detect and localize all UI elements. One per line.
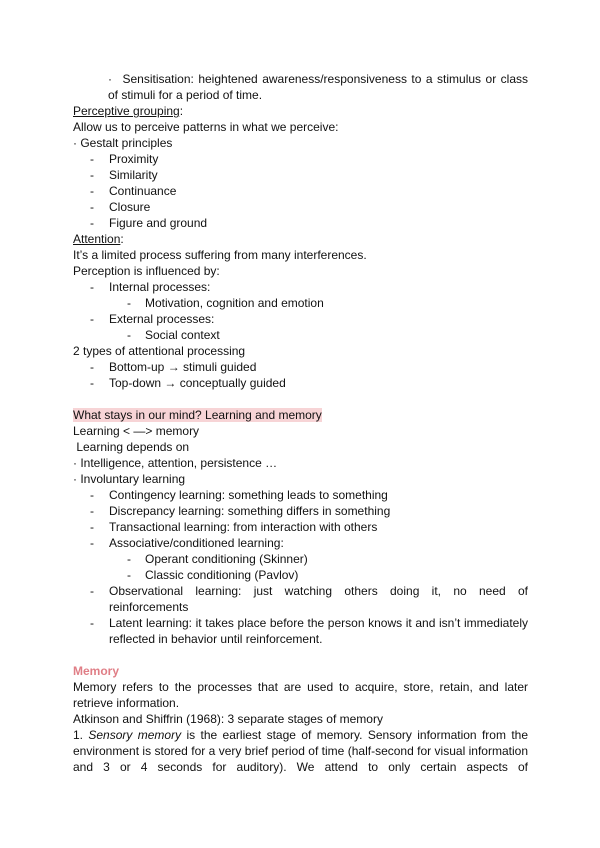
learning-line-1: Learning < —> memory xyxy=(73,424,200,438)
dash-bullet: - xyxy=(90,312,94,326)
dash-bullet: - xyxy=(90,184,94,198)
dash-bullet: - xyxy=(90,504,94,518)
list-item-text: Associative/conditioned learning: xyxy=(109,536,284,550)
list-item-text: Social context xyxy=(145,328,220,342)
list-item-text: Continuance xyxy=(109,184,177,198)
learning-line-3: · Intelligence, attention, persistence … xyxy=(73,456,278,470)
learning-heading: What stays in our mind? Learning and memory xyxy=(73,408,322,422)
perceptive-grouping-intro: Allow us to perceive patterns in what we perceive: xyxy=(73,120,339,134)
dash-bullet: - xyxy=(127,328,131,342)
bullet-dot: · xyxy=(108,72,112,86)
list-item-text: Similarity xyxy=(109,168,158,182)
list-item xyxy=(73,359,528,375)
heading-colon: : xyxy=(120,232,124,246)
attention-line-1: It’s a limited process suffering from many interferences. xyxy=(73,248,367,262)
list-item-text: Figure and ground xyxy=(109,216,208,230)
dash-bullet: - xyxy=(90,488,94,502)
dash-bullet: - xyxy=(90,376,94,390)
list-item xyxy=(73,535,528,551)
dash-bullet: - xyxy=(127,568,131,582)
sub-list-item xyxy=(73,295,528,311)
sub-list-item xyxy=(73,551,528,567)
heading-colon: : xyxy=(179,104,184,118)
perceptive-grouping-heading-line xyxy=(73,103,528,119)
list-item-text: Discrepancy learning: something differs in something xyxy=(109,504,391,518)
list-item-text: Contingency learning: something leads to something xyxy=(109,488,388,502)
dash-bullet: - xyxy=(90,168,94,182)
perceptive-grouping-heading: Perceptive grouping xyxy=(73,104,180,118)
dash-bullet: - xyxy=(90,200,94,214)
list-item xyxy=(73,615,528,647)
attention-line-2: Perception is influenced by: xyxy=(73,264,220,278)
list-item-text: Internal processes: xyxy=(109,280,211,294)
list-item xyxy=(73,503,528,519)
list-item-text: Classic conditioning (Pavlov) xyxy=(145,568,299,582)
list-item xyxy=(73,167,528,183)
learning-heading-line xyxy=(73,407,528,423)
sub-list-item xyxy=(73,327,528,343)
sensory-term: Sensory memory xyxy=(88,728,182,742)
dash-bullet: - xyxy=(90,216,94,230)
attention-heading-line xyxy=(73,231,528,247)
sensitisation-text: Sensitisation: heightened awareness/responsiveness to a stimulus or class of stimuli for a period of time. xyxy=(108,72,529,102)
learning-line-2: Learning depends on xyxy=(73,440,190,454)
list-item-text: Latent learning: it takes place before the person knows it and isn’t immediately reflected in behavior until reinforcement. xyxy=(109,616,528,646)
dash-bullet: - xyxy=(90,536,94,550)
learning-line-4: · Involuntary learning xyxy=(73,472,186,486)
list-item xyxy=(73,183,528,199)
list-item-text: Motivation, cognition and emotion xyxy=(145,296,324,310)
dash-bullet: - xyxy=(90,152,94,166)
list-item xyxy=(73,151,528,167)
spacer xyxy=(73,647,528,663)
list-item xyxy=(73,375,528,391)
list-item-text: Transactional learning: from interaction with others xyxy=(109,520,378,534)
list-item xyxy=(73,519,528,535)
list-item xyxy=(73,583,528,615)
memory-heading: Memory xyxy=(73,664,120,678)
document-page xyxy=(73,71,528,775)
attention-types: 2 types of attentional processing xyxy=(73,344,246,358)
memory-heading-line xyxy=(73,663,528,679)
dash-bullet: - xyxy=(90,360,94,374)
dash-bullet: - xyxy=(127,552,131,566)
list-item xyxy=(73,487,528,503)
list-item xyxy=(73,279,528,295)
dash-bullet: - xyxy=(90,520,94,534)
list-item-text: Observational learning: just watching others doing it, no need of reinforcements xyxy=(109,584,528,614)
dash-bullet: - xyxy=(90,584,94,598)
list-item-text: Top-down → conceptually guided xyxy=(109,376,286,390)
sensitisation-paragraph xyxy=(73,71,528,103)
list-item-text: Bottom-up → stimuli guided xyxy=(109,360,257,374)
sub-list-item xyxy=(73,567,528,583)
atkinson-line: Atkinson and Shiffrin (1968): 3 separate stages of memory xyxy=(73,712,383,726)
attention-heading: Attention xyxy=(73,232,121,246)
list-item-text: External processes: xyxy=(109,312,215,326)
list-item-text: Operant conditioning (Skinner) xyxy=(145,552,308,566)
spacer xyxy=(73,391,528,407)
list-item xyxy=(73,215,528,231)
dash-bullet: - xyxy=(90,616,94,630)
list-item xyxy=(73,311,528,327)
sensory-memory-paragraph xyxy=(73,727,528,775)
dash-bullet: - xyxy=(90,280,94,294)
list-item xyxy=(73,199,528,215)
gestalt-principles: · Gestalt principles xyxy=(73,136,173,150)
list-item-text: Closure xyxy=(109,200,151,214)
dash-bullet: - xyxy=(127,296,131,310)
sensory-number: 1. xyxy=(73,728,89,742)
memory-definition: Memory refers to the processes that are used to acquire, store, retain, and later retrieve information. xyxy=(73,680,528,710)
sensory-text: is the earliest stage of memory. Sensory information from the environment is stored for a very brief period of time (half-second for visual information and 3 or 4 seconds for auditory). We attend to only certain aspects of xyxy=(73,728,528,774)
list-item-text: Proximity xyxy=(109,152,159,166)
